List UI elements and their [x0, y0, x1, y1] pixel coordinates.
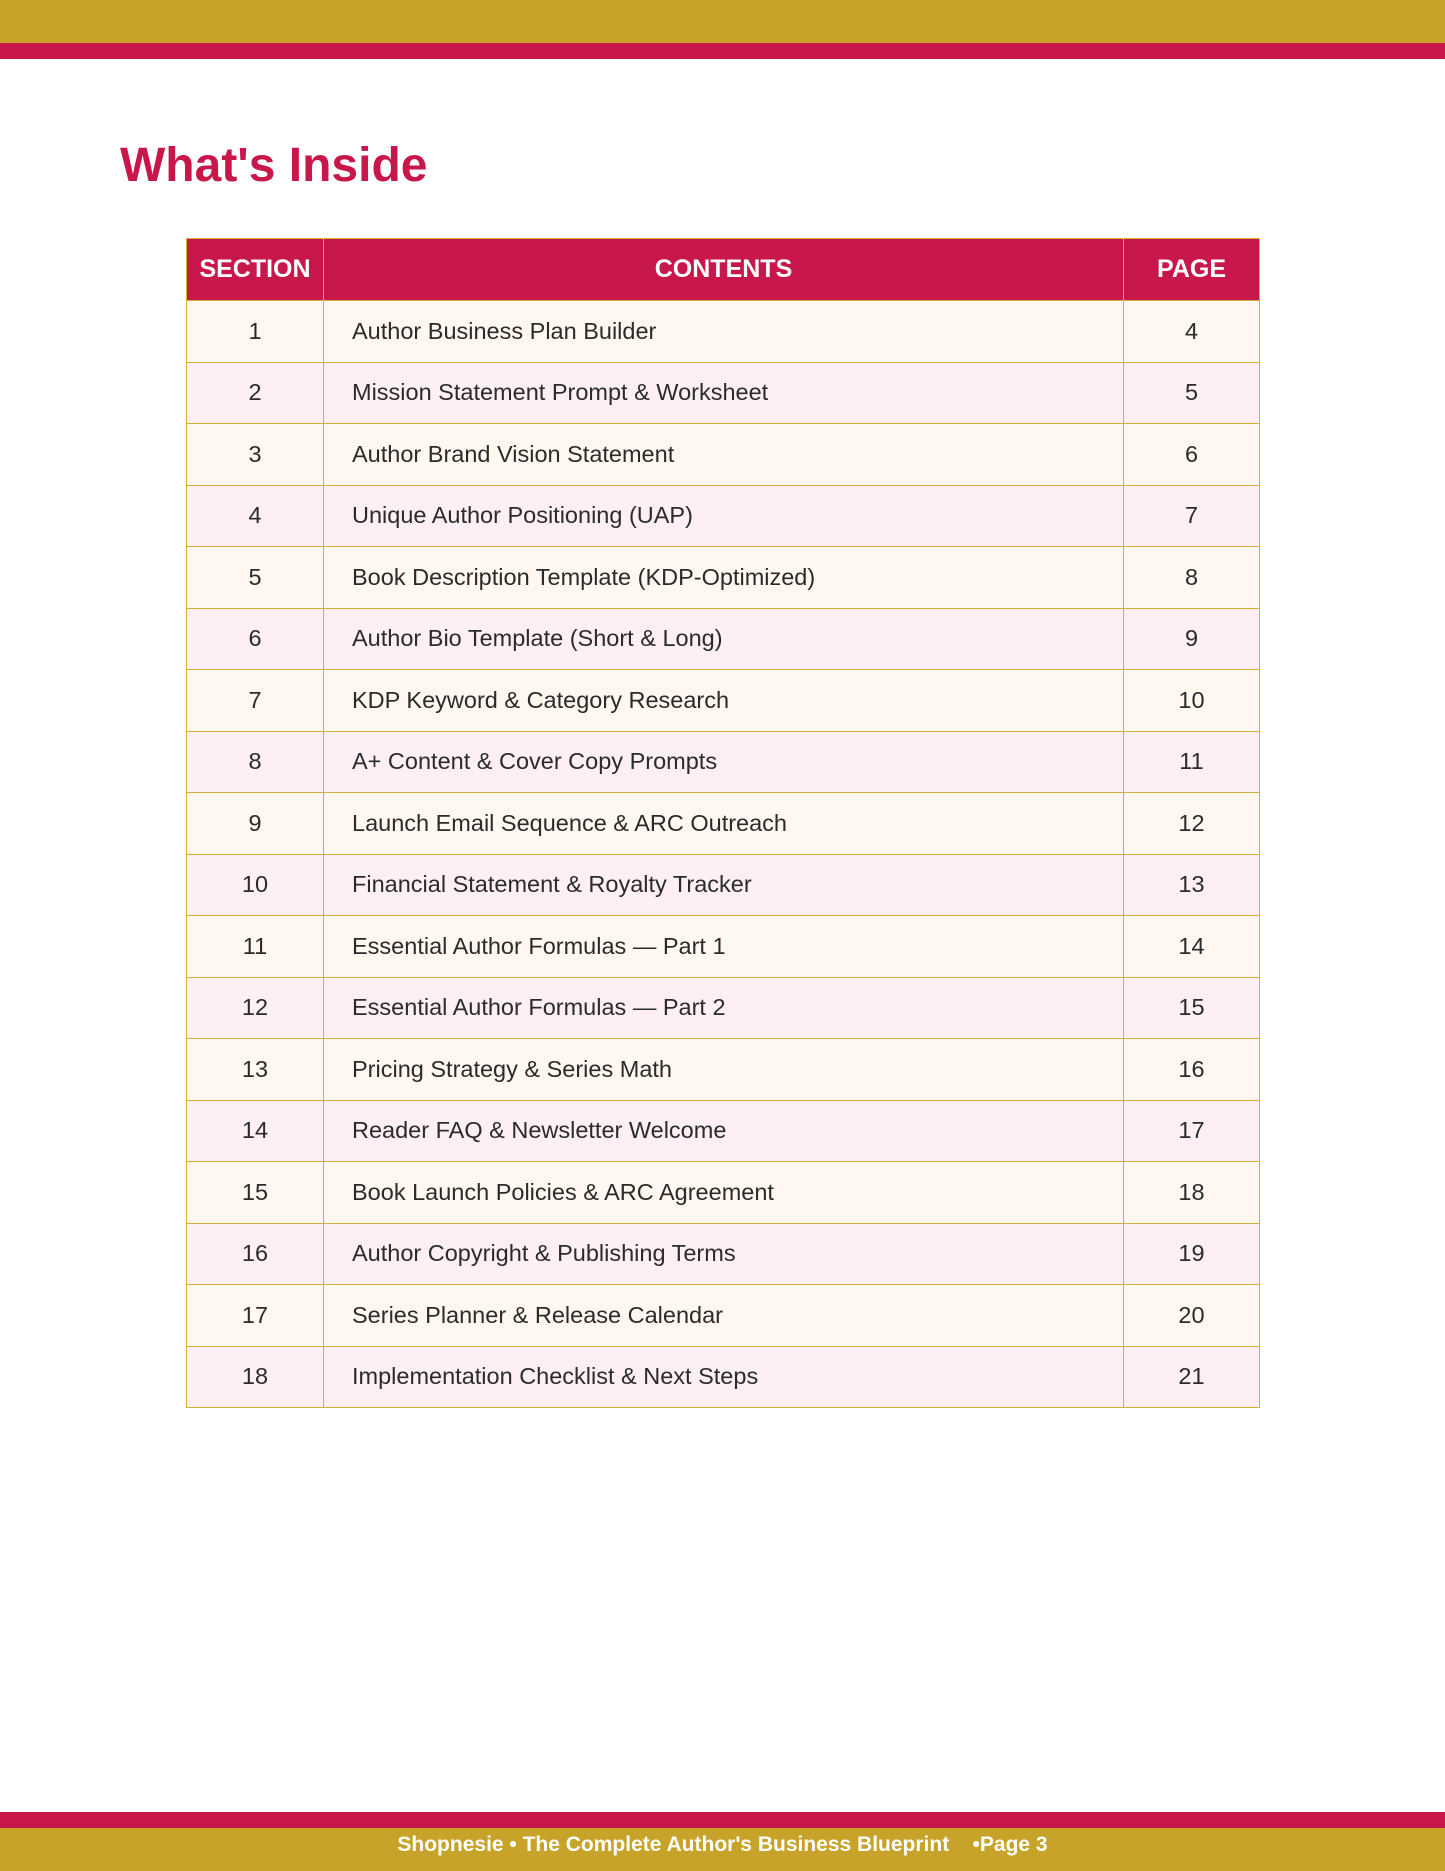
page-number: 14 — [1124, 916, 1260, 978]
page-number: 21 — [1124, 1346, 1260, 1408]
table-row — [187, 362, 1260, 424]
section-number: 7 — [187, 670, 324, 732]
section-number: 6 — [187, 608, 324, 670]
table-row — [187, 1162, 1260, 1224]
page-number: 8 — [1124, 547, 1260, 609]
section-title: Author Brand Vision Statement — [324, 424, 1124, 486]
section-number: 14 — [187, 1100, 324, 1162]
section-title: Pricing Strategy & Series Math — [324, 1039, 1124, 1101]
page-title: What's Inside — [120, 139, 428, 192]
table-row — [187, 1285, 1260, 1347]
section-title: Author Bio Template (Short & Long) — [324, 608, 1124, 670]
footer-text: Shopnesie • The Complete Author's Business Blueprint •Page 3 — [397, 1833, 1048, 1856]
section-number: 13 — [187, 1039, 324, 1101]
table-header-row — [187, 239, 1260, 301]
section-title: Implementation Checklist & Next Steps — [324, 1346, 1124, 1408]
section-title: Reader FAQ & Newsletter Welcome — [324, 1100, 1124, 1162]
section-number: 12 — [187, 977, 324, 1039]
section-title: Financial Statement & Royalty Tracker — [324, 854, 1124, 916]
column-header-contents: CONTENTS — [324, 239, 1124, 301]
section-number: 15 — [187, 1162, 324, 1224]
section-title: Mission Statement Prompt & Worksheet — [324, 362, 1124, 424]
table-row — [187, 1346, 1260, 1408]
table-row — [187, 916, 1260, 978]
table-row — [187, 977, 1260, 1039]
page-number: 16 — [1124, 1039, 1260, 1101]
table-row — [187, 670, 1260, 732]
section-number: 16 — [187, 1223, 324, 1285]
section-number: 18 — [187, 1346, 324, 1408]
page-number: 9 — [1124, 608, 1260, 670]
table-row — [187, 424, 1260, 486]
section-title: Unique Author Positioning (UAP) — [324, 485, 1124, 547]
page-number: 17 — [1124, 1100, 1260, 1162]
section-number: 9 — [187, 793, 324, 855]
section-title: Author Copyright & Publishing Terms — [324, 1223, 1124, 1285]
top-band-gold — [0, 0, 1445, 43]
section-number: 3 — [187, 424, 324, 486]
section-title: Essential Author Formulas — Part 1 — [324, 916, 1124, 978]
column-header-page: PAGE — [1124, 239, 1260, 301]
page-number: 20 — [1124, 1285, 1260, 1347]
section-title: A+ Content & Cover Copy Prompts — [324, 731, 1124, 793]
section-title: KDP Keyword & Category Research — [324, 670, 1124, 732]
table-row — [187, 301, 1260, 363]
table-row — [187, 547, 1260, 609]
table-row — [187, 485, 1260, 547]
section-title: Author Business Plan Builder — [324, 301, 1124, 363]
top-band-red — [0, 43, 1445, 59]
section-number: 10 — [187, 854, 324, 916]
table-row — [187, 793, 1260, 855]
section-number: 5 — [187, 547, 324, 609]
section-number: 8 — [187, 731, 324, 793]
page-number: 15 — [1124, 977, 1260, 1039]
contents-table — [186, 238, 1260, 1408]
column-header-section: SECTION — [187, 239, 324, 301]
table-row — [187, 1223, 1260, 1285]
page-number: 4 — [1124, 301, 1260, 363]
page-number: 7 — [1124, 485, 1260, 547]
bottom-band-red — [0, 1812, 1445, 1828]
section-number: 2 — [187, 362, 324, 424]
section-title: Book Launch Policies & ARC Agreement — [324, 1162, 1124, 1224]
page-number: 19 — [1124, 1223, 1260, 1285]
page-number: 5 — [1124, 362, 1260, 424]
section-title: Launch Email Sequence & ARC Outreach — [324, 793, 1124, 855]
table-row — [187, 1039, 1260, 1101]
section-number: 11 — [187, 916, 324, 978]
page-number: 13 — [1124, 854, 1260, 916]
table-row — [187, 854, 1260, 916]
page-number: 10 — [1124, 670, 1260, 732]
section-title: Book Description Template (KDP-Optimized) — [324, 547, 1124, 609]
page-number: 6 — [1124, 424, 1260, 486]
table-body — [187, 301, 1260, 1408]
section-title: Essential Author Formulas — Part 2 — [324, 977, 1124, 1039]
page-number: 18 — [1124, 1162, 1260, 1224]
table-row — [187, 731, 1260, 793]
section-title: Series Planner & Release Calendar — [324, 1285, 1124, 1347]
section-number: 17 — [187, 1285, 324, 1347]
section-number: 4 — [187, 485, 324, 547]
table-row — [187, 608, 1260, 670]
section-number: 1 — [187, 301, 324, 363]
page-number: 12 — [1124, 793, 1260, 855]
page-number: 11 — [1124, 731, 1260, 793]
table-row — [187, 1100, 1260, 1162]
